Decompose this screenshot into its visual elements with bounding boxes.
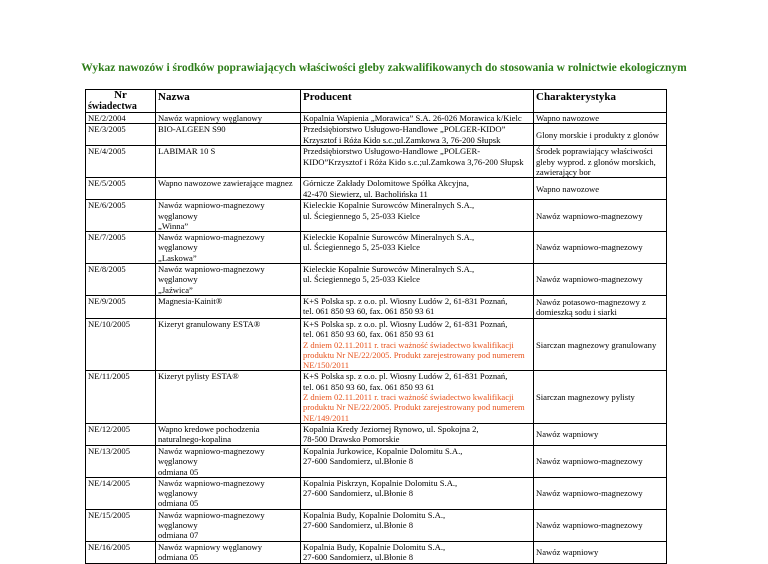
cell-producent	[301, 445, 534, 477]
cell-nazwa	[156, 318, 301, 370]
producent-line: 42-470 Siewierz, ul. Bacholińska 11	[303, 188, 428, 199]
charakterystyka-line: Nawóz wapniowy	[536, 546, 599, 557]
producent-line: Kopalnia Budy, Kopalnie Dolomitu S.A.,	[303, 509, 446, 520]
cell-nr: NE/4/2005	[86, 146, 156, 178]
producent-line: tel. 061 850 93 60, fax. 061 850 93 61	[303, 306, 435, 317]
cell-charakterystyka	[534, 295, 667, 318]
charakterystyka-line: Nawóz potasowo-magnezowy z	[536, 296, 646, 307]
cell-nazwa	[156, 541, 301, 563]
cell-producent	[301, 113, 534, 124]
cell-charakterystyka	[534, 178, 667, 200]
producent-line: 27-600 Sandomierz, ul.Błonie 8	[303, 488, 414, 499]
cell-producent	[301, 232, 534, 264]
charakterystyka-line: Nawóz wapniowy	[536, 429, 599, 440]
producent-line: Kopalnia Jurkowice, Kopalnie Dolomitu S.A.,	[303, 445, 463, 456]
charakterystyka-line: Glony morskie i produkty z glonów	[536, 129, 659, 140]
cell-charakterystyka	[534, 318, 667, 370]
nazwa-line: Wapno nawozowe zawierające magnez	[158, 178, 293, 189]
charakterystyka-line: Wapno nawozowe	[536, 113, 600, 123]
nazwa-line: „Winna”	[158, 220, 189, 231]
table-body	[86, 113, 667, 564]
header-charakterystyka: Charakterystyka	[534, 90, 667, 113]
cell-nr: NE/3/2005	[86, 124, 156, 146]
table-row	[86, 146, 667, 178]
nazwa-line: Nawóz wapniowo-magnezowy węglanowy	[158, 445, 265, 467]
charakterystyka-line: Środek poprawiający właściwości	[536, 146, 653, 157]
table-row	[86, 541, 667, 563]
charakterystyka-line: Nawóz wapniowo-magnezowy	[536, 456, 643, 467]
producent-line: Krzysztof i Róża Kido s.c.;ul.Zamkowa 3, 76-200 Słupsk	[303, 134, 501, 145]
charakterystyka-line: Nawóz wapniowo-magnezowy	[536, 488, 643, 499]
producent-line: Przedsiębiorstwo Usługowo-Handlowe „POLGER-KIDO”	[303, 124, 506, 135]
producent-line: Kieleckie Kopalnie Surowców Mineralnych S.A.,	[303, 232, 475, 243]
producent-line: KIDO”Krzysztof i Róża Kido s.c.;ul.Zamkowa 3,76-200 Słupsk	[303, 156, 524, 167]
cell-nr: NE/11/2005	[86, 371, 156, 423]
cell-producent	[301, 200, 534, 232]
table-row	[86, 200, 667, 232]
charakterystyka-line: zawierający bor	[536, 166, 591, 177]
producent-line: K+S Polska sp. z o.o. pl. Wiosny Ludów 2, 61-831 Poznań,	[303, 318, 508, 329]
producent-line: K+S Polska sp. z o.o. pl. Wiosny Ludów 2, 61-831 Poznań,	[303, 295, 508, 306]
cell-charakterystyka	[534, 371, 667, 423]
charakterystyka-line: domieszką sodu i siarki	[536, 306, 617, 317]
cell-producent	[301, 178, 534, 200]
table-row	[86, 318, 667, 370]
producent-line: tel. 061 850 93 60, fax. 061 850 93 61	[303, 329, 435, 340]
cell-producent	[301, 318, 534, 370]
cell-producent	[301, 477, 534, 509]
expiry-note-line: NE/150/2011	[303, 360, 349, 371]
nazwa-line: „Jaźwica”	[158, 284, 193, 295]
producent-line: Kopalnia Piskrzyn, Kopalnie Dolomitu S.A.,	[303, 477, 458, 488]
cell-nazwa	[156, 371, 301, 423]
producent-line: K+S Polska sp. z o.o. pl. Wiosny Ludów 2, 61-831 Poznań,	[303, 371, 508, 382]
cell-nazwa	[156, 264, 301, 296]
cell-charakterystyka	[534, 146, 667, 178]
nazwa-line: BIO-ALGEEN S90	[158, 124, 226, 135]
producent-line: 27-600 Sandomierz, ul.Błonie 8	[303, 551, 414, 562]
nazwa-line: „Laskowa”	[158, 252, 197, 263]
cell-producent	[301, 124, 534, 146]
cell-producent	[301, 146, 534, 178]
expiry-note-line: Z dniem 02.11.2011 r. traci ważność świadectwo kwalifikacji	[303, 392, 514, 403]
table-row	[86, 509, 667, 541]
cell-charakterystyka	[534, 445, 667, 477]
cell-producent	[301, 509, 534, 541]
table-row	[86, 178, 667, 200]
producent-line: Kieleckie Kopalnie Surowców Mineralnych S.A.,	[303, 264, 475, 275]
charakterystyka-line: Siarczan magnezowy pylisty	[536, 392, 635, 403]
nazwa-line: Nawóz wapniowo-magnezowy węglanowy	[158, 200, 265, 221]
nazwa-line: odmiana 05	[158, 466, 199, 477]
nazwa-line: Wapno kredowe pochodzenia	[158, 423, 260, 434]
table-row	[86, 295, 667, 318]
nazwa-line: Nawóz wapniowy węglanowy	[158, 113, 263, 123]
nazwa-line: Nawóz wapniowo-magnezowy węglanowy	[158, 509, 265, 531]
cell-nazwa	[156, 178, 301, 200]
cell-nazwa	[156, 445, 301, 477]
table-row	[86, 264, 667, 296]
header-nazwa: Nazwa	[156, 90, 301, 113]
cell-nazwa	[156, 423, 301, 445]
nazwa-line: odmiana 05	[158, 498, 199, 509]
header-nr-label: Nr	[114, 89, 127, 101]
cell-nazwa	[156, 509, 301, 541]
cell-nr: NE/5/2005	[86, 178, 156, 200]
fertilizer-table	[85, 89, 667, 564]
producent-line: 27-600 Sandomierz, ul.Błonie 8	[303, 520, 414, 531]
cell-nr: NE/7/2005	[86, 232, 156, 264]
expiry-note-line: produktu Nr NE/22/2005. Produkt zarejestrowany pod numerem	[303, 402, 525, 413]
nazwa-line: Kizeryt pylisty ESTA®	[158, 371, 239, 382]
producent-line: 78-500 Drawsko Pomorskie	[303, 434, 400, 445]
cell-nr: NE/15/2005	[86, 509, 156, 541]
table-row	[86, 477, 667, 509]
cell-nazwa	[156, 113, 301, 124]
charakterystyka-line: gleby wyprod. z glonów morskich,	[536, 156, 656, 167]
nazwa-line: Nawóz wapniowo-magnezowy węglanowy	[158, 232, 265, 253]
nazwa-line: LABIMAR 10 S	[158, 146, 216, 157]
producent-line: ul. Ściegiennego 5, 25-033 Kielce	[303, 242, 420, 253]
table-row	[86, 124, 667, 146]
charakterystyka-line: Nawóz wapniowo-magnezowy	[536, 520, 643, 531]
cell-producent	[301, 264, 534, 296]
cell-nazwa	[156, 124, 301, 146]
nazwa-line: Nawóz wapniowo-magnezowy węglanowy	[158, 477, 265, 499]
document-title: Wykaz nawozów i środków poprawiających właściwości gleby zakwalifikowanych do stosowania w rolnictwie ekologicznym	[81, 62, 687, 74]
expiry-note-line: produktu Nr NE/22/2005. Produkt zarejestrowany pod numerem	[303, 349, 525, 360]
producent-line: Kieleckie Kopalnie Surowców Mineralnych S.A.,	[303, 200, 475, 211]
producent-line: Przedsiębiorstwo Usługowo-Handlowe „POLGER-	[303, 146, 481, 157]
nazwa-line: Nawóz wapniowo-magnezowy węglanowy	[158, 264, 265, 285]
table-row	[86, 423, 667, 445]
cell-charakterystyka	[534, 264, 667, 296]
charakterystyka-line: Siarczan magnezowy granulowany	[536, 339, 657, 350]
cell-nr: NE/9/2005	[86, 295, 156, 318]
cell-producent	[301, 423, 534, 445]
cell-charakterystyka	[534, 509, 667, 541]
cell-producent	[301, 295, 534, 318]
cell-nr: NE/8/2005	[86, 264, 156, 296]
cell-nr: NE/6/2005	[86, 200, 156, 232]
nazwa-line: odmiana 05	[158, 551, 199, 562]
producent-line: Górnicze Zakłady Dolomitowe Spółka Akcyjna,	[303, 178, 469, 189]
cell-producent	[301, 541, 534, 563]
producent-line: Kopalnia Budy, Kopalnie Dolomitu S.A.,	[303, 541, 446, 552]
table-row	[86, 445, 667, 477]
cell-nr: NE/2/2004	[86, 113, 156, 124]
cell-nazwa	[156, 232, 301, 264]
cell-nazwa	[156, 146, 301, 178]
header-row	[86, 90, 667, 113]
table-row	[86, 232, 667, 264]
producent-line: tel. 061 850 93 60, fax. 061 850 93 61	[303, 381, 435, 392]
cell-charakterystyka	[534, 232, 667, 264]
expiry-note-line: Z dniem 02.11.2011 r. traci ważność świadectwo kwalifikacji	[303, 339, 514, 350]
producent-line: 27-600 Sandomierz, ul.Błonie 8	[303, 456, 414, 467]
nazwa-line: odmiana 07	[158, 530, 199, 541]
cell-nr: NE/13/2005	[86, 445, 156, 477]
cell-nr: NE/12/2005	[86, 423, 156, 445]
header-swiadectwa-label: świadectwa	[88, 101, 137, 112]
producent-line: ul. Ściegiennego 5, 25-033 Kielce	[303, 274, 420, 285]
cell-charakterystyka	[534, 423, 667, 445]
cell-charakterystyka	[534, 124, 667, 146]
charakterystyka-line: Nawóz wapniowo-magnezowy	[536, 210, 643, 221]
cell-nr: NE/14/2005	[86, 477, 156, 509]
cell-charakterystyka	[534, 477, 667, 509]
header-nr	[86, 90, 156, 113]
table-row	[86, 113, 667, 124]
cell-producent	[301, 371, 534, 423]
nazwa-line: naturalnego-kopalina	[158, 434, 232, 445]
cell-nr: NE/16/2005	[86, 541, 156, 563]
nazwa-line: Magnesia-Kainit®	[158, 295, 223, 306]
table-row	[86, 371, 667, 423]
producent-line: ul. Ściegiennego 5, 25-033 Kielce	[303, 210, 420, 221]
cell-charakterystyka	[534, 200, 667, 232]
charakterystyka-line: Wapno nawozowe	[536, 183, 600, 194]
cell-charakterystyka	[534, 541, 667, 563]
cell-charakterystyka	[534, 113, 667, 124]
producent-line: Kopalnia Wapienia „Morawica” S.A. 26-026 Morawica k/Kielc	[303, 113, 522, 123]
producent-line: Kopalnia Kredy Jeziornej Rynowo, ul. Spokojna 2,	[303, 423, 479, 434]
cell-nr: NE/10/2005	[86, 318, 156, 370]
header-producent: Producent	[301, 90, 534, 113]
charakterystyka-line: Nawóz wapniowo-magnezowy	[536, 242, 643, 253]
cell-nazwa	[156, 295, 301, 318]
charakterystyka-line: Nawóz wapniowo-magnezowy	[536, 274, 643, 285]
nazwa-line: Kizeryt granulowany ESTA®	[158, 318, 261, 329]
expiry-note-line: NE/149/2011	[303, 412, 349, 423]
nazwa-line: Nawóz wapniowy węglanowy	[158, 541, 263, 552]
cell-nazwa	[156, 200, 301, 232]
cell-nazwa	[156, 477, 301, 509]
